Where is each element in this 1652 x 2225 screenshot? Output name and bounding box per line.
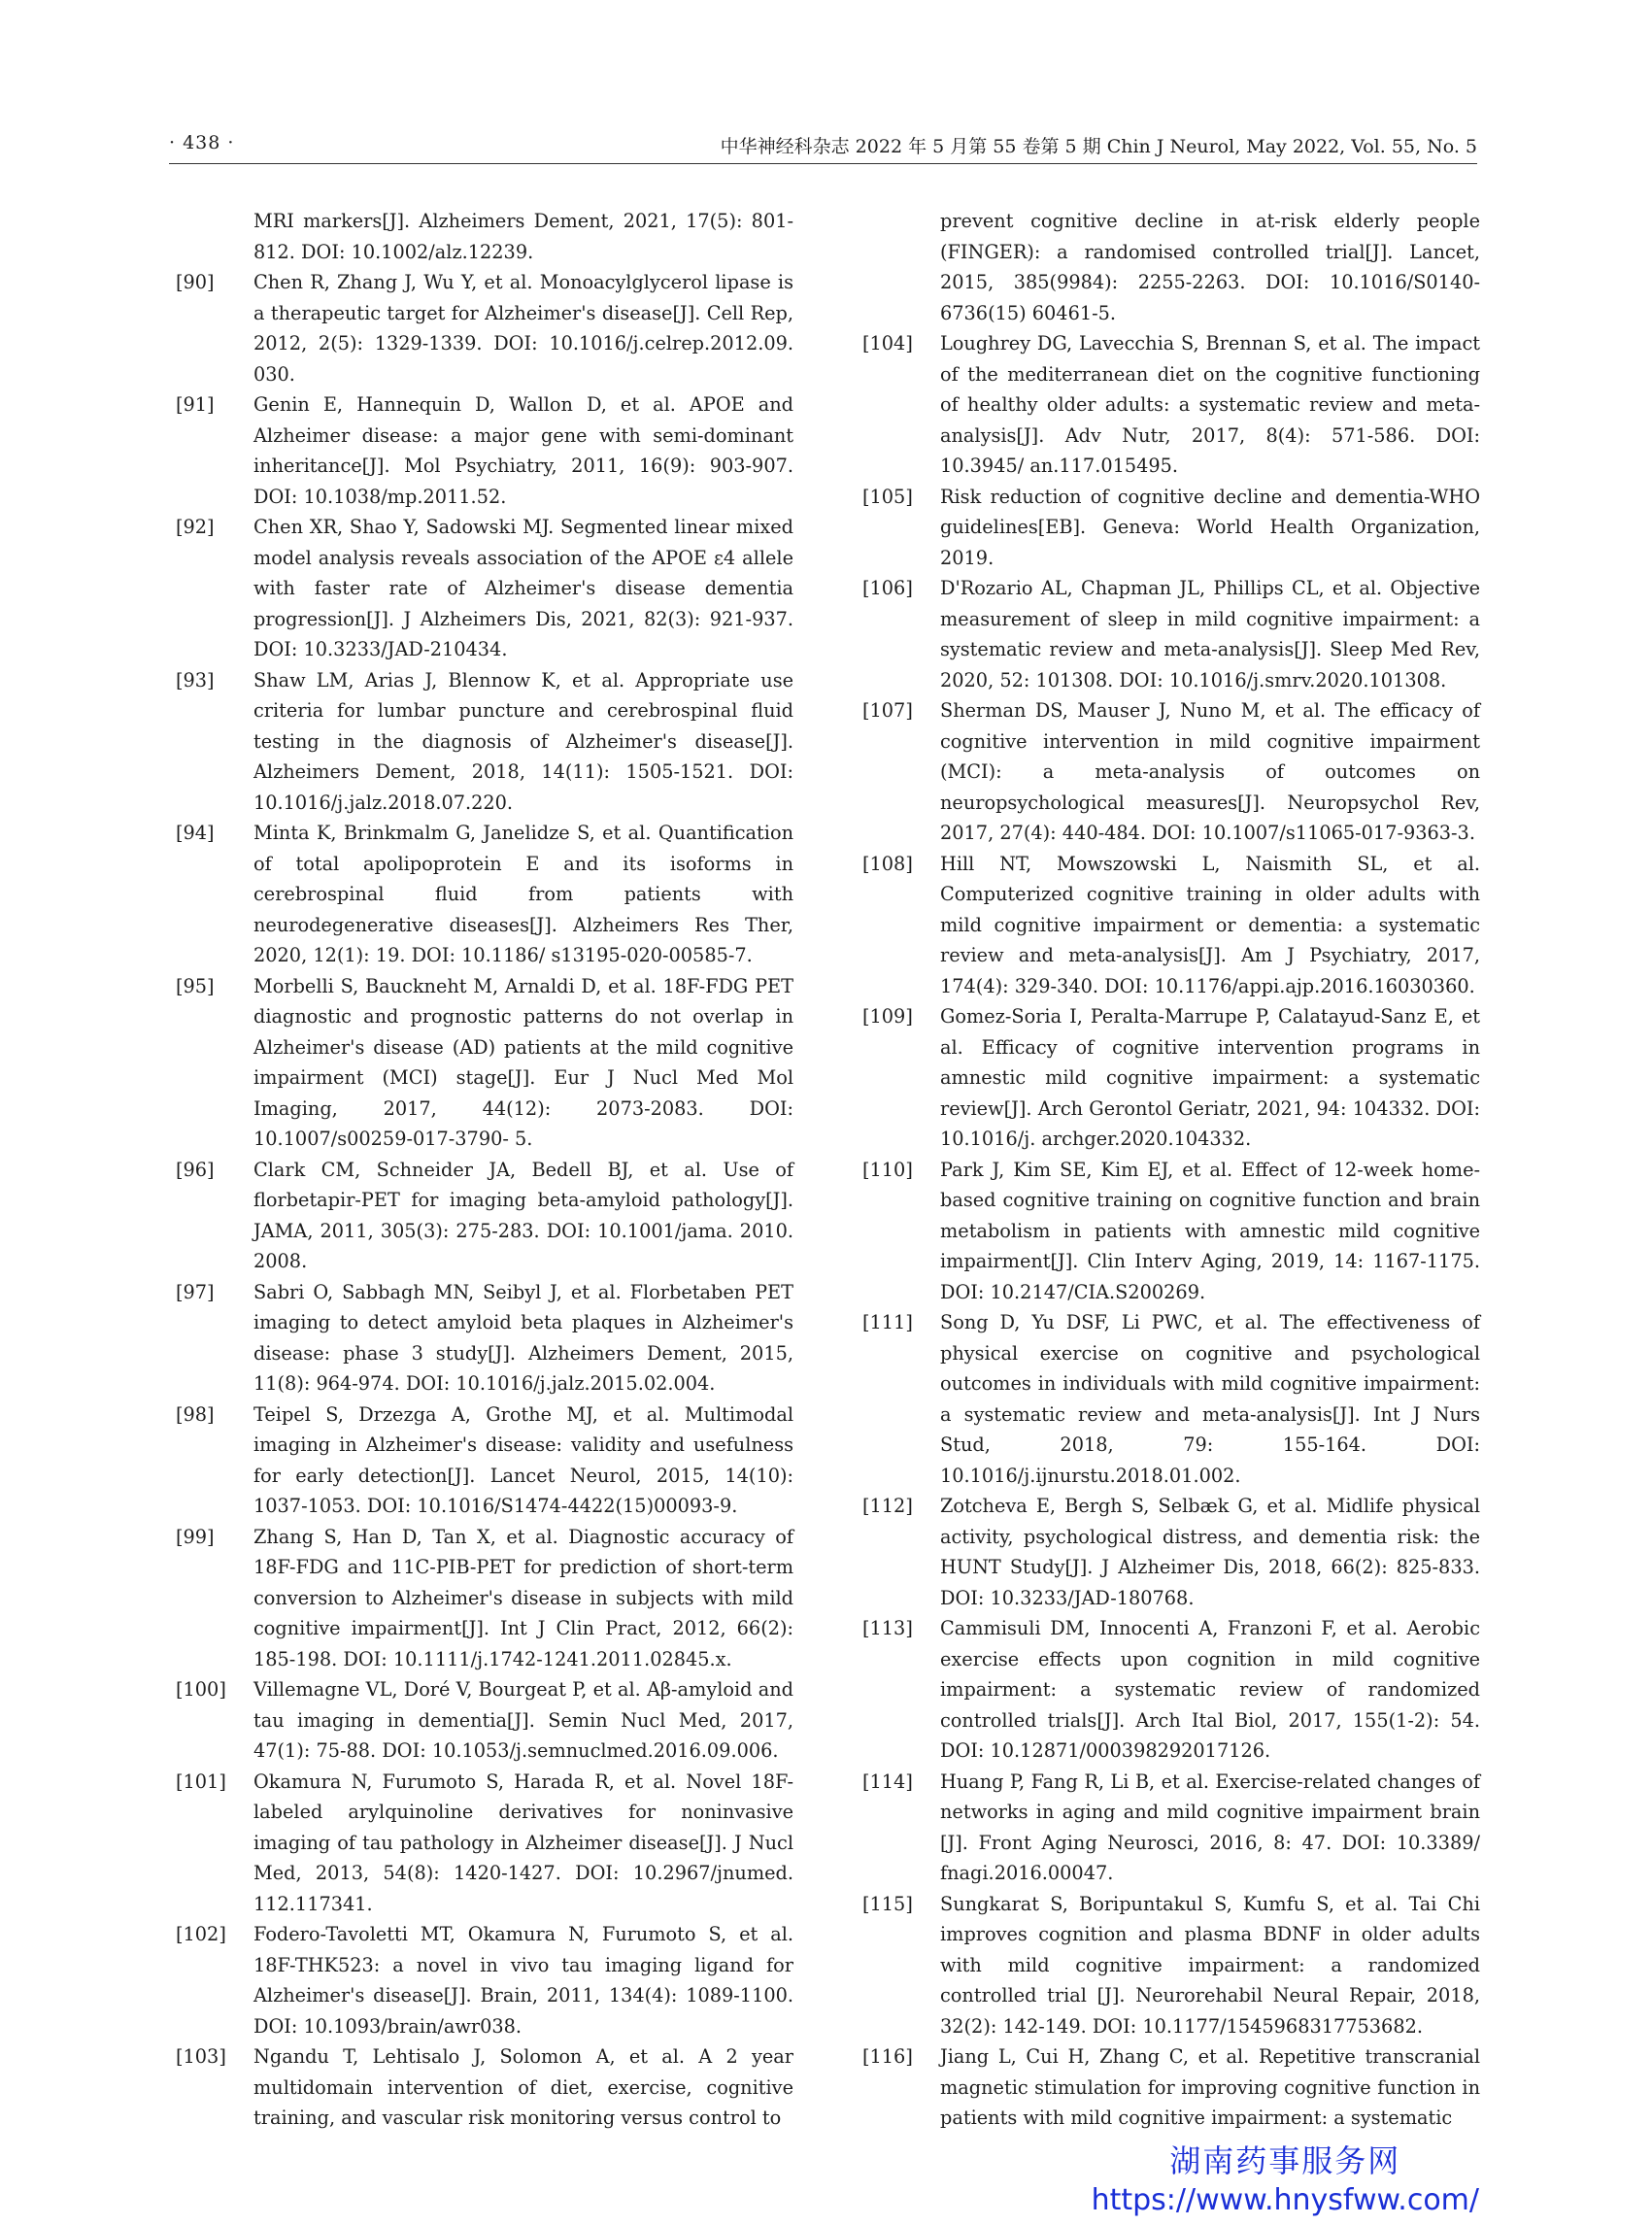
reference-item bbox=[862, 1767, 1480, 1889]
reference-item bbox=[862, 2041, 1480, 2134]
reference-number: [112] bbox=[862, 1495, 913, 1517]
reference-number: [109] bbox=[862, 1005, 913, 1028]
reference-text: Loughrey DG, Lavecchia S, Brennan S, et al. The impact of the mediterranean diet on the cognitive functioning of healthy older adults: a systematic review and meta-analysis[J]. Adv Nutr, 2017, 8(4): 571-586. DOI: 10.3945/ an.117.015495. bbox=[940, 332, 1480, 477]
reference-item bbox=[176, 2041, 793, 2134]
reference-item bbox=[176, 267, 793, 389]
reference-number: [105] bbox=[862, 485, 913, 508]
reference-number: [115] bbox=[862, 1892, 913, 1915]
reference-text: Jiang L, Cui H, Zhang C, et al. Repetitive transcranial magnetic stimulation for improving cognitive function in patients with mild cognitive impairment: a systematic bbox=[940, 2045, 1480, 2129]
reference-number: [110] bbox=[862, 1158, 913, 1181]
reference-text: Huang P, Fang R, Li B, et al. Exercise-related changes of networks in aging and mild cognitive impairment brain [J]. Front Aging Neurosci, 2016, 8: 47. DOI: 10.3389/ fnagi.2016.00047. bbox=[940, 1770, 1480, 1884]
reference-item bbox=[862, 1001, 1480, 1155]
reference-text: Cammisuli DM, Innocenti A, Franzoni F, et al. Aerobic exercise effects upon cognition in mild cognitive impairment: a systematic review of randomized controlled trials[J]. Arch Ital Biol, 2017, 155(1-2): 54. DOI: 10.12871/000398292017126. bbox=[940, 1617, 1480, 1762]
reference-item bbox=[176, 1919, 793, 2041]
left-reference-column bbox=[176, 206, 793, 2134]
reference-text: Minta K, Brinkmalm G, Janelidze S, et al. Quantification of total apolipoprotein E and its isoforms in cerebrospinal fluid from patients with neurodegenerative diseases[J]. Alzheimers Res Ther, 2020, 12(1): 19. DOI: 10.1186/ s13195-020-00585-7. bbox=[253, 822, 793, 966]
reference-text: Clark CM, Schneider JA, Bedell BJ, et al. Use of florbetapir-PET for imaging beta-amyloid pathology[J]. JAMA, 2011, 305(3): 275-283. DOI: 10.1001/jama. 2010. 2008. bbox=[253, 1158, 793, 1272]
reference-item bbox=[176, 206, 793, 267]
reference-text: Hill NT, Mowszowski L, Naismith SL, et al. Computerized cognitive training in older adults with mild cognitive impairment or dementia: a systematic review and meta-analysis[J]. Am J Psychiatry, 2017, 174(4): 329-340. DOI: 10.1176/appi.ajp.2016.16030360. bbox=[940, 852, 1480, 997]
reference-number: [97] bbox=[176, 1280, 215, 1303]
reference-number: [92] bbox=[176, 516, 215, 538]
reference-item bbox=[862, 849, 1480, 1002]
reference-text: prevent cognitive decline in at-risk elderly people (FINGER): a randomised controlled trial[J]. Lancet, 2015, 385(9984): 2255-2263. DOI: 10.1016/S0140-6736(15) 60461-5. bbox=[940, 210, 1480, 324]
reference-number: [106] bbox=[862, 577, 913, 599]
reference-number: [107] bbox=[862, 699, 913, 722]
reference-text: Sherman DS, Mauser J, Nuno M, et al. The efficacy of cognitive intervention in mild cognitive impairment (MCI): a meta-analysis of outcomes on neuropsychological measures[J]. Neuropsychol Rev, 2017, 27(4): 440-484. DOI: 10.1007/s11065-017-9363-3. bbox=[940, 699, 1480, 844]
reference-text: Morbelli S, Bauckneht M, Arnaldi D, et al. 18F-FDG PET diagnostic and prognostic patterns do not overlap in Alzheimer's disease (AD) patients at the mild cognitive impairment (MCI) stage[J]. Eur J Nucl Med Mol Imaging, 2017, 44(12): 2073-2083. DOI: 10.1007/s00259-017-3790- 5. bbox=[253, 974, 793, 1150]
reference-item bbox=[176, 971, 793, 1155]
reference-text: D'Rozario AL, Chapman JL, Phillips CL, et al. Objective measurement of sleep in mild cognitive impairment: a systematic review and meta-analysis[J]. Sleep Med Rev, 2020, 52: 101308. DOI: 10.1016/j.smrv.2020.101308. bbox=[940, 577, 1480, 691]
reference-number: [114] bbox=[862, 1770, 913, 1793]
reference-item bbox=[176, 389, 793, 512]
watermark-url[interactable]: https://www.hnysfww.com/ bbox=[1091, 2183, 1479, 2217]
reference-number: [91] bbox=[176, 393, 215, 416]
reference-item bbox=[862, 1155, 1480, 1308]
reference-text: Chen XR, Shao Y, Sadowski MJ. Segmented linear mixed model analysis reveals association of the APOE ε4 allele with faster rate of Alzheimer's disease dementia progression[J]. J Alzheimers Dis, 2021, 82(3): 921-937. DOI: 10.3233/JAD-210434. bbox=[253, 516, 793, 660]
header-rule bbox=[169, 163, 1477, 164]
reference-number: [99] bbox=[176, 1525, 215, 1548]
reference-item bbox=[176, 1674, 793, 1767]
reference-number: [95] bbox=[176, 974, 215, 997]
reference-number: [108] bbox=[862, 852, 913, 875]
reference-item bbox=[176, 1277, 793, 1399]
reference-item bbox=[176, 1522, 793, 1675]
journal-citation-line: 中华神经科杂志 2022 年 5 月第 55 卷第 5 期 Chin J Neurol, May 2022, Vol. 55, No. 5 bbox=[720, 136, 1477, 157]
reference-item bbox=[862, 1889, 1480, 2042]
reference-item bbox=[176, 1399, 793, 1522]
reference-item bbox=[862, 206, 1480, 328]
reference-number: [104] bbox=[862, 332, 913, 354]
reference-number: [98] bbox=[176, 1402, 215, 1426]
right-reference-column bbox=[862, 206, 1480, 2134]
reference-text: Fodero-Tavoletti MT, Okamura N, Furumoto S, et al. 18F-THK523: a novel in vivo tau imaging ligand for Alzheimer's disease[J]. Brain, 2011, 134(4): 1089-1100. DOI: 10.1093/brain/awr038. bbox=[253, 1923, 793, 2038]
reference-item bbox=[862, 573, 1480, 695]
reference-text: Shaw LM, Arias J, Blennow K, et al. Appropriate use criteria for lumbar puncture and cerebrospinal fluid testing in the diagnosis of Alzheimer's disease[J]. Alzheimers Dement, 2018, 14(11): 1505-1521. DOI: 10.1016/j.jalz.2018.07.220. bbox=[253, 668, 793, 814]
page-number: · 438 · bbox=[169, 132, 235, 153]
reference-item bbox=[176, 665, 793, 819]
reference-text: Chen R, Zhang J, Wu Y, et al. Monoacylglycerol lipase is a therapeutic target for Alzheimer's disease[J]. Cell Rep, 2012, 2(5): 1329-1339. DOI: 10.1016/j.celrep.2012.09. 030. bbox=[253, 271, 793, 386]
reference-item bbox=[176, 1155, 793, 1277]
reference-number: [101] bbox=[176, 1770, 226, 1793]
reference-text: Sabri O, Sabbagh MN, Seibyl J, et al. Florbetaben PET imaging to detect amyloid beta plaques in Alzheimer's disease: phase 3 study[J]. Alzheimers Dement, 2015, 11(8): 964-974. DOI: 10.1016/j.jalz.2015.02.004. bbox=[253, 1280, 793, 1395]
reference-number: [102] bbox=[176, 1923, 226, 1945]
reference-text: Song D, Yu DSF, Li PWC, et al. The effectiveness of physical exercise on cognitive and psychological outcomes in individuals with mild cognitive impairment: a systematic review and meta-analysis[J]. Int J Nurs Stud, 2018, 79: 155-164. DOI: 10.1016/j.ijnurstu.2018.01.002. bbox=[940, 1311, 1480, 1487]
site-watermark bbox=[1092, 2137, 1479, 2217]
reference-text: Teipel S, Drzezga A, Grothe MJ, et al. Multimodal imaging in Alzheimer's disease: validity and usefulness for early detection[J]. Lancet Neurol, 2015, 14(10): 1037-1053. DOI: 10.1016/S1474-4422(15)00093-9. bbox=[253, 1402, 793, 1517]
reference-item bbox=[862, 328, 1480, 482]
reference-item bbox=[176, 1767, 793, 1920]
reference-item bbox=[862, 482, 1480, 574]
watermark-site-name: 湖南药事服务网 bbox=[1169, 2142, 1401, 2179]
reference-number: [90] bbox=[176, 271, 215, 293]
reference-number: [113] bbox=[862, 1617, 913, 1639]
reference-number: [103] bbox=[176, 2045, 226, 2068]
reference-text: MRI markers[J]. Alzheimers Dement, 2021, 17(5): 801-812. DOI: 10.1002/alz.12239. bbox=[253, 210, 793, 263]
reference-text: Villemagne VL, Doré V, Bourgeat P, et al. Aβ-amyloid and tau imaging in dementia[J]. Semin Nucl Med, 2017, 47(1): 75-88. DOI: 10.1053/j.semnuclmed.2016.09.006. bbox=[253, 1678, 793, 1762]
reference-item bbox=[862, 1307, 1480, 1491]
reference-item bbox=[176, 818, 793, 971]
reference-text: Ngandu T, Lehtisalo J, Solomon A, et al. A 2 year multidomain intervention of diet, exercise, cognitive training, and vascular risk monitoring versus control to bbox=[253, 2045, 793, 2129]
reference-item bbox=[862, 1613, 1480, 1767]
reference-text: Okamura N, Furumoto S, Harada R, et al. Novel 18F-labeled arylquinoline derivatives for noninvasive imaging of tau pathology in Alzheimer disease[J]. J Nucl Med, 2013, 54(8): 1420-1427. DOI: 10.2967/jnumed. 112.117341. bbox=[253, 1770, 793, 1915]
reference-text: Zotcheva E, Bergh S, Selbæk G, et al. Midlife physical activity, psychological distress, and dementia risk: the HUNT Study[J]. J Alzheimer Dis, 2018, 66(2): 825-833. DOI: 10.3233/JAD-180768. bbox=[940, 1495, 1480, 1609]
reference-text: Gomez-Soria I, Peralta-Marrupe P, Calatayud-Sanz E, et al. Efficacy of cognitive intervention programs in amnestic mild cognitive impairment: a systematic review[J]. Arch Gerontol Geriatr, 2021, 94: 104332. DOI: 10.1016/j. archger.2020.104332. bbox=[940, 1005, 1480, 1150]
reference-text: Risk reduction of cognitive decline and dementia-WHO guidelines[EB]. Geneva: World Health Organization, 2019. bbox=[940, 485, 1480, 569]
reference-text: Sungkarat S, Boripuntakul S, Kumfu S, et al. Tai Chi improves cognition and plasma BDNF in older adults with mild cognitive impairment: a randomized controlled trial [J]. Neurorehabil Neural Repair, 2018, 32(2): 142-149. DOI: 10.1177/1545968317753682. bbox=[940, 1892, 1480, 2038]
reference-number: [93] bbox=[176, 668, 215, 691]
reference-item bbox=[176, 512, 793, 665]
reference-item bbox=[862, 695, 1480, 849]
reference-item bbox=[862, 1491, 1480, 1613]
reference-number: [96] bbox=[176, 1158, 215, 1181]
reference-number: [116] bbox=[862, 2045, 913, 2068]
reference-number: [111] bbox=[862, 1311, 913, 1333]
running-header bbox=[169, 132, 1477, 163]
reference-number: [100] bbox=[176, 1678, 226, 1701]
reference-text: Park J, Kim SE, Kim EJ, et al. Effect of 12-week home-based cognitive training on cognitive function and brain metabolism in patients with amnestic mild cognitive impairment[J]. Clin Interv Aging, 2019, 14: 1167-1175. DOI: 10.2147/CIA.S200269. bbox=[940, 1158, 1480, 1303]
reference-text: Zhang S, Han D, Tan X, et al. Diagnostic accuracy of 18F-FDG and 11C-PIB-PET for prediction of short-term conversion to Alzheimer's disease in subjects with mild cognitive impairment[J]. Int J Clin Pract, 2012, 66(2): 185-198. DOI: 10.1111/j.1742-1241.2011.02845.x. bbox=[253, 1525, 793, 1670]
reference-text: Genin E, Hannequin D, Wallon D, et al. APOE and Alzheimer disease: a major gene with semi-dominant inheritance[J]. Mol Psychiatry, 2011, 16(9): 903-907. DOI: 10.1038/mp.2011.52. bbox=[253, 393, 793, 508]
reference-number: [94] bbox=[176, 822, 215, 844]
